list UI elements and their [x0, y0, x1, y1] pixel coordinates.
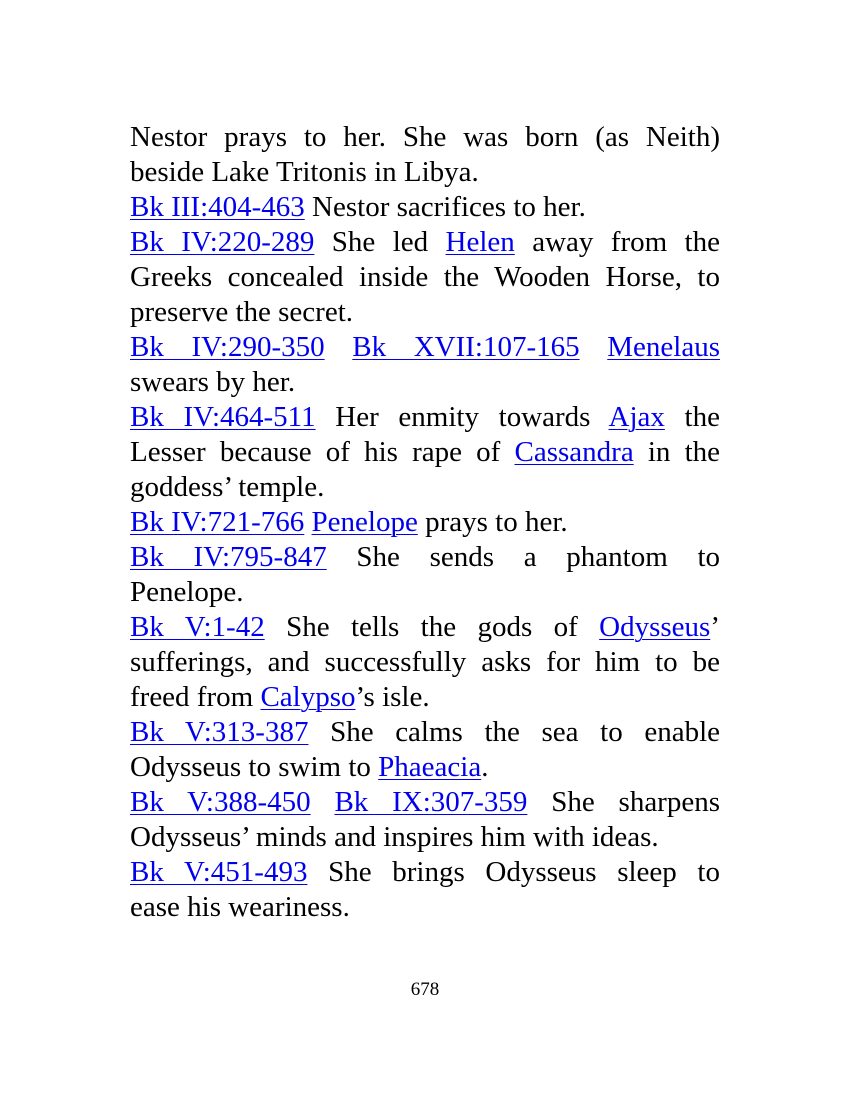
entry-line — [130, 575, 720, 610]
name-link[interactable]: Phaeacia — [378, 751, 482, 783]
index-entry — [130, 225, 720, 330]
book-reference-link[interactable]: Bk IV:795-847 — [130, 541, 327, 573]
entry-text: She calms the sea to enable — [308, 716, 720, 748]
entry-line — [130, 645, 720, 680]
index-entry — [130, 330, 720, 400]
entry-line — [130, 295, 720, 330]
name-link[interactable]: Odysseus — [599, 611, 711, 643]
entry-line — [130, 190, 720, 225]
entry-text: Lesser because of his rape of — [130, 436, 515, 468]
entry-line — [130, 400, 720, 435]
entry-text: She sends a phantom to — [326, 541, 720, 573]
book-reference-link[interactable]: Bk IV:721-766 — [130, 506, 305, 538]
book-reference-link[interactable]: Bk V:388-450 — [130, 786, 311, 818]
entry-text: Nestor sacrifices to her. — [304, 191, 586, 223]
index-entry — [130, 400, 720, 505]
index-entry — [130, 715, 720, 785]
entry-text: Odysseus’ minds and inspires him with ideas. — [130, 821, 659, 853]
entry-text: Penelope. — [130, 576, 244, 608]
page-body — [130, 120, 720, 925]
book-reference-link[interactable]: Bk V:451-493 — [130, 856, 308, 888]
name-link[interactable]: Helen — [445, 226, 515, 258]
book-reference-link[interactable]: Bk XVII:107-165 — [352, 331, 580, 363]
book-reference-link[interactable]: Bk IV:464-511 — [130, 401, 316, 433]
book-reference-link[interactable]: Bk IX:307-359 — [334, 786, 528, 818]
index-entry — [130, 785, 720, 855]
name-link[interactable]: Menelaus — [607, 331, 720, 363]
entry-text: swears by her. — [130, 366, 296, 398]
entry-line — [130, 820, 720, 855]
entry-text: ’s isle. — [355, 681, 430, 713]
book-reference-link[interactable]: Bk V:1-42 — [130, 611, 265, 643]
book-reference-link[interactable]: Bk IV:220-289 — [130, 226, 315, 258]
entry-line — [130, 785, 720, 820]
entry-text: Nestor prays to her. She was born (as Neith) — [130, 121, 720, 153]
entry-line — [130, 470, 720, 505]
entry-text: beside Lake Tritonis in Libya. — [130, 156, 479, 188]
name-link[interactable]: Penelope — [311, 506, 418, 538]
entry-text: She tells the gods of — [264, 611, 600, 643]
index-entry — [130, 540, 720, 610]
name-link[interactable]: Ajax — [608, 401, 665, 433]
entry-text: ease his weariness. — [130, 891, 350, 923]
entry-text: She led — [314, 226, 446, 258]
entry-line — [130, 610, 720, 645]
entry-line — [130, 680, 720, 715]
entry-line — [130, 855, 720, 890]
entry-text: in the — [633, 436, 720, 468]
entry-line — [130, 715, 720, 750]
entry-line — [130, 540, 720, 575]
index-entry — [130, 505, 720, 540]
entry-line — [130, 750, 720, 785]
entry-line — [130, 890, 720, 925]
entry-text: preserve the secret. — [130, 296, 354, 328]
name-link[interactable]: Calypso — [260, 681, 356, 713]
entry-line — [130, 365, 720, 400]
entry-text: the — [664, 401, 720, 433]
index-entry — [130, 190, 720, 225]
entry-line — [130, 505, 720, 540]
entry-text: away from the — [514, 226, 720, 258]
entry-text: Her enmity towards — [315, 401, 609, 433]
entry-text: goddess’ temple. — [130, 471, 325, 503]
index-entry — [130, 610, 720, 715]
entry-line — [130, 330, 720, 365]
book-reference-link[interactable]: Bk III:404-463 — [130, 191, 305, 223]
entry-text — [580, 331, 608, 363]
entry-line — [130, 120, 720, 155]
entry-line — [130, 155, 720, 190]
index-entry — [130, 855, 720, 925]
entry-text: freed from — [130, 681, 261, 713]
entry-line — [130, 435, 720, 470]
entry-text: prays to her. — [417, 506, 568, 538]
page-number: 678 — [410, 979, 440, 1000]
entry-text: ’ — [710, 611, 720, 643]
entry-line — [130, 225, 720, 260]
entry-text: Greeks concealed inside the Wooden Horse, to — [130, 261, 720, 293]
entry-text: . — [481, 751, 489, 783]
entry-line — [130, 260, 720, 295]
entry-text — [325, 331, 353, 363]
entry-text: sufferings, and successfully asks for him to be — [130, 646, 720, 678]
name-link[interactable]: Cassandra — [514, 436, 634, 468]
book-reference-link[interactable]: Bk IV:290-350 — [130, 331, 325, 363]
entry-text — [304, 506, 311, 538]
entry-text: Odysseus to swim to — [130, 751, 379, 783]
entry-text: She brings Odysseus sleep to — [307, 856, 720, 888]
book-reference-link[interactable]: Bk V:313-387 — [130, 716, 309, 748]
entry-text — [311, 786, 335, 818]
index-entry — [130, 120, 720, 190]
entry-text: She sharpens — [527, 786, 720, 818]
